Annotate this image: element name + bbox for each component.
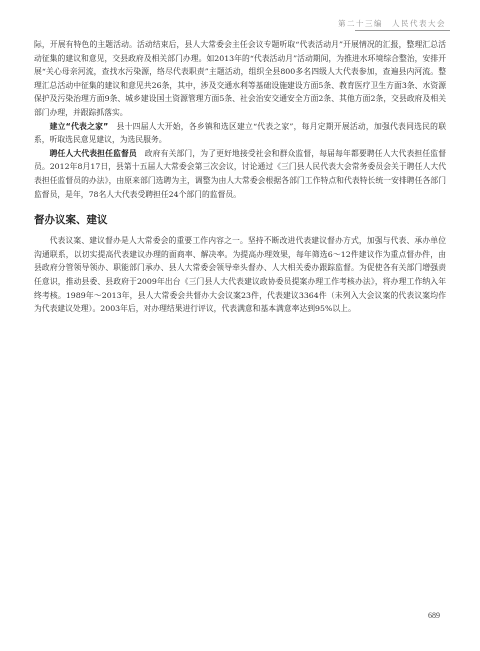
header-rule — [355, 30, 450, 31]
term-representative-home: 建立“代表之家” — [49, 121, 109, 131]
paragraph-activity-month: 际，开展有特色的主题活动。活动结束后，县人大常委会主任会议专题听取“代表活动月”开展情况的汇报，整理汇总活动征集的建议和意见，交县政府及相关部门办理。如2013年的“代表活动月”活动期间，为推进水环境综合整治，安排开展“关心母亲河流，查找水污染源，络尽代表职责”主题活动，组织全县800多名四级人大代表参加，查遍县内河流。整理汇总活动中征集的建议和意见共26条，其中，涉及交通水利等基础设施建设方面5条、教育医疗卫生方面3条、水资源保护及污染治理方面9条、城乡建设国土资源管理方面5条、社会治安交通安全方面2条、其他方面2条，交县政府及相关部门办理，并跟踪抓落实。 — [34, 40, 446, 117]
page-body — [34, 38, 446, 316]
paragraph-supervisor-body: 政府有关部门，为了更好地接受社会和群众监督，每届每年都要聘任人大代表担任监督员。2012年8月17日，县第十五届人大常委会第三次会议，讨论通过《三门县人民代表大会常务委员会关于聘任人大代表担任监督员的办法》，由原来部门选聘为主，调整为由人大常委会根据各部门工作特点和代表特长统一安排聘任各部门监督员，是年，78名人大代表受聘担任24个部门的监督员。 — [34, 148, 447, 199]
page-number: 689 — [428, 611, 440, 620]
section-heading: 督办议案、建议 — [34, 214, 108, 227]
term-supervisor: 聘任人大代表担任监督员 — [49, 148, 137, 158]
paragraph-supervision: 代表议案、建议督办是人大常委会的重要工作内容之一。坚持不断改进代表建议督办方式，加强与代表、承办单位沟通联系，以切实提高代表建议办理的面商率、解决率。为提高办理效果，每年筛选6～12件建议作为重点督办件，由县政府分管领导领办、职能部门承办、县人大常委会领导牵头督办、人大相关委办跟踪监督。为促使各有关部门增强责任意识，推动县委、县政府于2009年出台《三门县人大代表建议政协委员提案办理工作考核办法》，将办理工作纳入年终考核。1989年～2013年，县人大常委会共督办大会议案23件，代表建议3364件（未列入大会议案的代表议案均作为代表建议处理）。2003年后，对办理结果进行评议，代表满意和基本满意率达到95%以上。 — [34, 236, 446, 314]
running-head: 第二十三编 人民代表大会 — [338, 19, 446, 28]
paragraph-supervisor — [34, 147, 446, 201]
paragraph-representative-home-body: 县十四届人大开始，各乡镇和选区建立“代表之家”，每月定期开展活动，加强代表同选民的联系，听取选民意见建议，为选民服务。 — [34, 121, 447, 145]
paragraph-representative-home — [34, 120, 446, 147]
